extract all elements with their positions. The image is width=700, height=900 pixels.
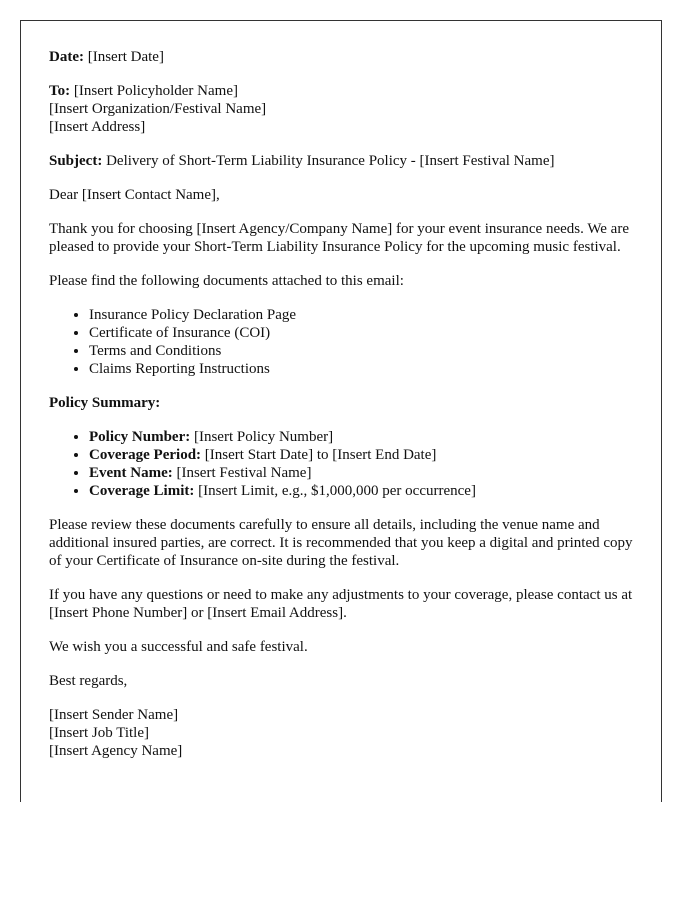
date-line [49, 48, 634, 66]
letter [20, 20, 662, 802]
summary-item [89, 464, 634, 482]
subject-label: Subject: [49, 153, 103, 169]
summary-label: Coverage Period: [89, 447, 202, 463]
recipient-organization: [Insert Organization/Festival Name] [49, 101, 267, 117]
sender-agency: [Insert Agency Name] [49, 743, 183, 759]
attachments-intro: Please find the following documents attached to this email: [49, 273, 404, 289]
summary-label: Event Name: [89, 465, 173, 481]
date-value: [Insert Date] [87, 49, 164, 65]
summary-item [89, 482, 634, 500]
closing: Best regards, [49, 673, 128, 689]
summary-heading [49, 394, 634, 412]
intro-paragraph: Thank you for choosing [Insert Agency/Company Name] for your event insurance needs. We are pleased to provide your Short-Term Liability Insurance Policy for the upcoming music festival. [49, 221, 629, 255]
summary-value: [Insert Start Date] to [Insert End Date] [204, 447, 437, 463]
date-label: Date: [49, 49, 84, 65]
attachments-list [49, 306, 634, 378]
summary-label: Policy Number: [89, 429, 191, 445]
attachment-item: • Claims Reporting Instructions [89, 360, 634, 378]
summary-heading-text: Policy Summary: [49, 395, 161, 411]
summary-value: [Insert Policy Number] [193, 429, 334, 445]
summary-item [89, 428, 634, 446]
recipient-address: [Insert Address] [49, 119, 146, 135]
wish-paragraph: We wish you a successful and safe festival. [49, 639, 308, 655]
subject-value: Delivery of Short-Term Liability Insurance Policy - [Insert Festival Name] [106, 153, 555, 169]
subject-line [49, 152, 634, 170]
to-label: To: [49, 83, 71, 99]
sender-name: [Insert Sender Name] [49, 707, 179, 723]
summary-item [89, 446, 634, 464]
summary-value: [Insert Festival Name] [176, 465, 312, 481]
sender-title: [Insert Job Title] [49, 725, 150, 741]
summary-value: [Insert Limit, e.g., $1,000,000 per occurrence] [198, 483, 476, 499]
attachment-item: • Insurance Policy Declaration Page [89, 306, 634, 324]
review-paragraph: Please review these documents carefully to ensure all details, including the venue name and additional insured parties, are correct. It is recommended that you keep a digital and printed copy of your Certificate of Insurance on-site during the festival. [49, 517, 633, 569]
contact-paragraph: If you have any questions or need to make any adjustments to your coverage, please contact us at [Insert Phone Number] or [Insert Email Address]. [49, 587, 633, 621]
attachment-item: • Certificate of Insurance (COI) [89, 324, 634, 342]
summary-list [49, 428, 634, 500]
attachment-item: • Terms and Conditions [89, 342, 634, 360]
recipient-block [49, 82, 634, 136]
signature-block [49, 706, 634, 760]
recipient-name: [Insert Policyholder Name] [73, 83, 238, 99]
summary-label: Coverage Limit: [89, 483, 195, 499]
salutation: Dear [Insert Contact Name], [49, 187, 220, 203]
